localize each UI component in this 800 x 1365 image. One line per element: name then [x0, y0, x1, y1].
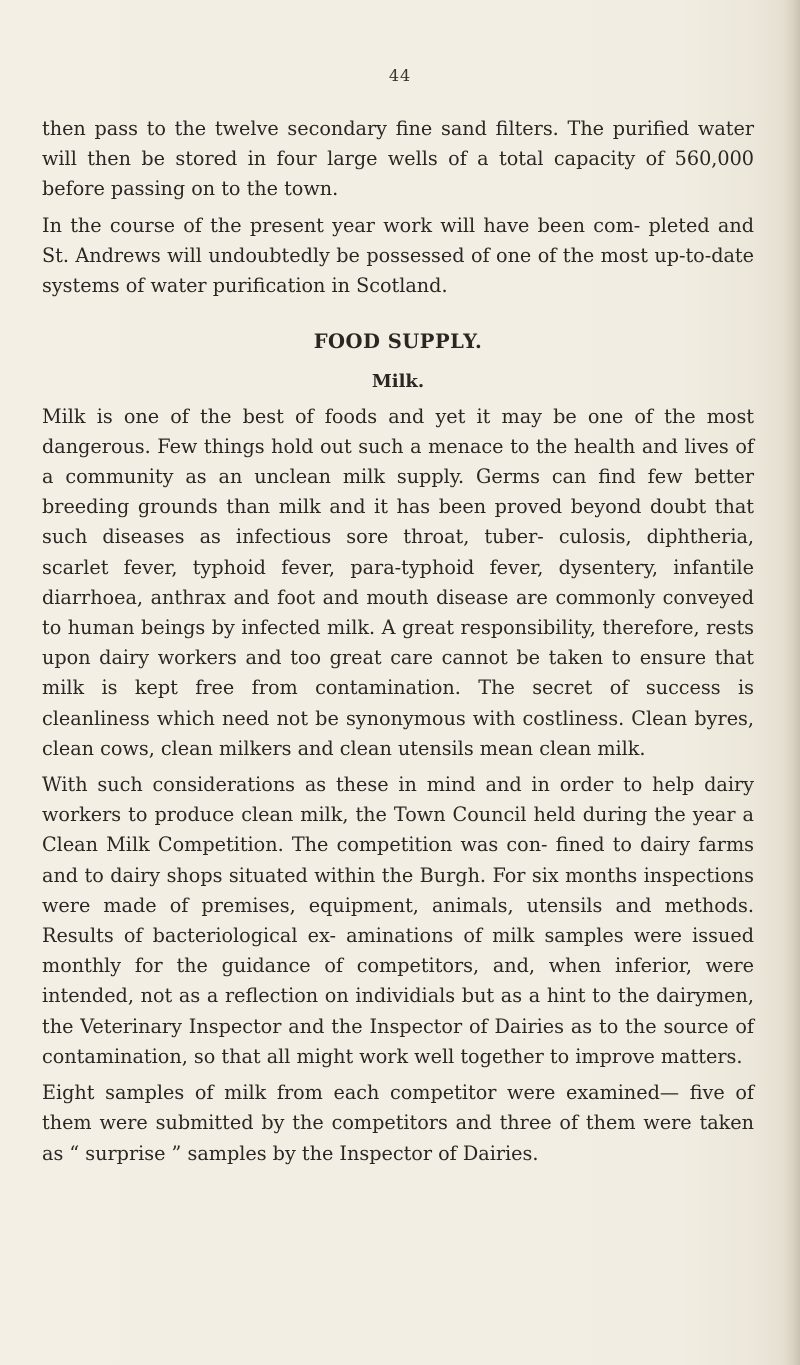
page-number: 44: [388, 66, 412, 85]
section-heading: FOOD SUPPLY.: [313, 330, 483, 354]
paragraph-milk-samples: Eight samples of milk from each competitor were examined— five of them were submitted by the competitors and three of them were taken as “ surprise ” samples by the Inspector of Dairies.: [42, 1081, 754, 1165]
subsection-heading: Milk.: [371, 371, 425, 393]
paragraph-clean-milk-competition: With such considerations as these in mind and in order to help dairy workers to produce clean milk, the Town Council held during the year a Clean Milk Competition. The competition was con- fined to dairy farms and to dairy shops situated within the Burgh. For six months inspections were made of premises, equipment, animals, utensils and methods. Results of bacteriological ex- aminations of milk samples were issued monthly for the guidance of competitors, and, when inferior, were intended, not as a reflection on individials but as a hint to the dairymen, the Veterinary Inspector and the Inspector of Dairies as to the source of contamination, so that all might work well together to improve matters.: [42, 773, 754, 1068]
paragraph-water-purification: In the course of the present year work will have been com- pleted and St. Andrews will undoubtedly be possessed of one of the most up-to-date systems of water purification in Scotland.: [42, 213, 754, 298]
paragraph-water-filters: then pass to the twelve secondary fine sand filters. The purified water will then be stored in four large wells of a total capacity of 560,000 before passing on to the town.: [42, 117, 754, 201]
page-edge-shadow: [782, 0, 800, 1365]
paragraph-milk-dangers: Milk is one of the best of foods and yet it may be one of the most dangerous. Few things hold out such a menace to the health and lives of a community as an unclean milk supply. Germs can find few better breeding grounds than milk and it has been proved beyond doubt that such diseases as infectious sore throat, tuber- culosis, diphtheria, scarlet fever, typhoid fever, para-typhoid fever, dysentery, infantile diarrhoea, anthrax and foot and mouth disease are commonly conveyed to human beings by infected milk. A great responsibility, therefore, rests upon dairy workers and too great care cannot be taken to ensure that milk is kept free from contamination. The secret of success is cleanliness which need not be synonymous with costliness. Clean byres, clean cows, clean milkers and clean utensils mean clean milk.: [42, 404, 754, 760]
page-content: [42, 114, 754, 1175]
